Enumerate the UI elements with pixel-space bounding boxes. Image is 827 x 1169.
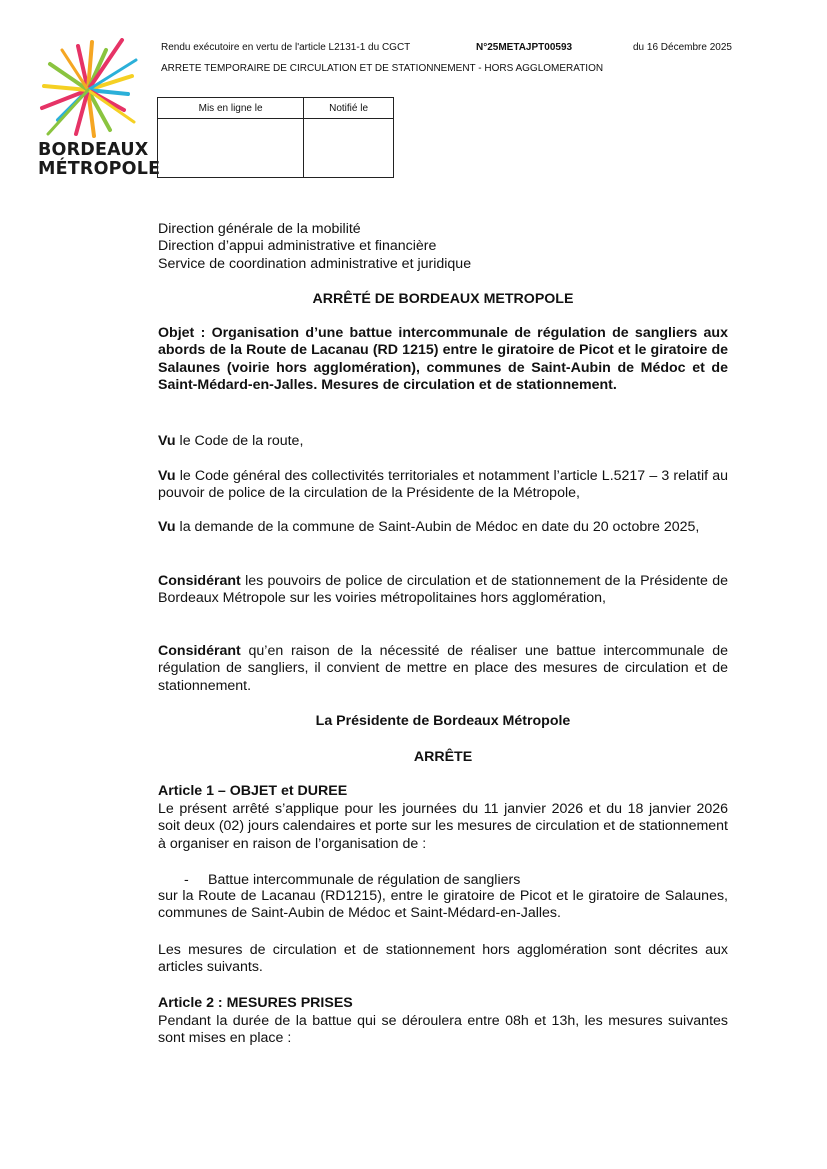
reference-number: N°25METAJPT00593 [476, 42, 573, 53]
bordeaux-metropole-logo [36, 38, 161, 188]
visa-keyword: Vu [158, 519, 176, 535]
considering-keyword: Considérant [158, 573, 241, 589]
object-paragraph: Objet : Organisation d’une battue intercommunale de régulation de sangliers aux abords de la Route de Lacanau (RD 1215) entre le giratoire de Picot et le giratoire de Salaunes (voirie hors agglomération), communes de Saint-Aubin de Médoc et de Saint-Médard-en-Jalles. Mesures de circulation et de stationnement. [158, 325, 728, 394]
online-date-cell [158, 119, 304, 178]
visa-paragraph [158, 519, 728, 536]
bullet-dash: - [184, 872, 189, 888]
service-line: Service de coordination administrative et juridique [158, 255, 472, 272]
service-line: Direction d’appui administrative et financière [158, 238, 437, 255]
visa-paragraph [158, 433, 728, 450]
article-2-title: Article 2 : MESURES PRISES [158, 995, 353, 1011]
considering-text: qu’en raison de la nécessité de réaliser une battue intercommunale de régulation de sangliers, il convient de mettre en place des mesures de circulation et de stationnement. [158, 643, 728, 694]
issuing-services [158, 221, 471, 273]
article-1-bullet: Battue intercommunale de régulation de sangliers [208, 872, 521, 888]
article-1-title: Article 1 – OBJET et DUREE [158, 783, 348, 799]
enforceability-note: Rendu exécutoire en vertu de l'article L2131-1 du CGCT [161, 42, 411, 53]
considering-paragraph [158, 643, 728, 695]
article-1-paragraph: Le présent arrêté s’applique pour les journées du 11 janvier 2026 et du 18 janvier 2026 soit deux (02) jours calendaires et porte sur les mesures de circulation et de stationnement à organiser en raison de l’organisation de : [158, 801, 728, 852]
visa-text: le Code de la route, [175, 433, 304, 449]
article-2-paragraph: Pendant la durée de la battue qui se déroulera entre 08h et 13h, les mesures suivantes sont mises en place : [158, 1013, 728, 1047]
service-line: Direction générale de la mobilité [158, 221, 361, 237]
article-1-location: sur la Route de Lacanau (RD1215), entre le giratoire de Picot et le giratoire de Salaunes, communes de Saint-Aubin de Médoc et Saint-Médard-en-Jalles. [158, 888, 728, 922]
president-heading: La Présidente de Bordeaux Métropole [315, 713, 571, 729]
considering-text: les pouvoirs de police de circulation et de stationnement de la Présidente de Bordeaux Métropole sur les voiries métropolitaines hors agglomération, [158, 573, 728, 607]
decree-type: ARRETE TEMPORAIRE DE CIRCULATION ET DE STATIONNEMENT - HORS AGGLOMERATION [161, 63, 604, 74]
logo-line-2: MÉTROPOLE [38, 159, 161, 179]
considering-keyword: Considérant [158, 643, 241, 659]
decree-date: du 16 Décembre 2025 [633, 42, 732, 53]
visa-keyword: Vu [158, 468, 176, 484]
visa-text: la demande de la commune de Saint-Aubin de Médoc en date du 20 octobre 2025, [175, 519, 700, 535]
visa-paragraph [158, 468, 728, 503]
logo-line-1: BORDEAUX [38, 140, 149, 160]
visa-keyword: Vu [158, 433, 176, 449]
publication-status-table [157, 97, 394, 178]
online-date-header: Mis en ligne le [158, 98, 304, 119]
considering-paragraph [158, 573, 728, 608]
logo-burst-icon [36, 38, 144, 138]
notified-date-header: Notifié le [304, 98, 394, 119]
visa-text: le Code général des collectivités territoriales et notamment l’article L.5217 – 3 relatif au pouvoir de police de la circulation de la Présidente de la Métropole, [158, 468, 728, 502]
decrees-heading: ARRÊTE [413, 749, 473, 765]
notified-date-cell [304, 119, 394, 178]
document-title: ARRÊTÉ DE BORDEAUX METROPOLE [312, 291, 574, 307]
article-1-measures-note: Les mesures de circulation et de stationnement hors agglomération sont décrites aux articles suivants. [158, 942, 728, 976]
